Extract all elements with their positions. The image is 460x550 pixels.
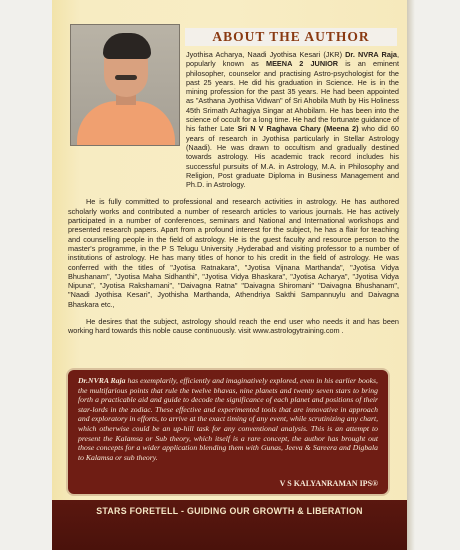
bio-paragraph-1 bbox=[186, 50, 399, 189]
testimonial-signature: V S KALYANRAMAN IPS® bbox=[279, 479, 378, 489]
author-name: Dr. NVRA Raja bbox=[345, 50, 397, 59]
bio-paragraph-2: He is fully committed to professional and research activities in astrology. He has authored scholarly works and contributed a number of research articles to various journals. He has actively participated in a number of conferences, seminars and National and International workshops and presented research papers. Apart from a profound interest for the subject, he has a flair for teaching and counselling people in the field of astrology. He is the guest faculty and resource person to the master's programme, in the P S Telugu University ,Hyderabad and visiting professor to a number of institutions of astrology. He has many titles of honor to his credit in the field of astrology. He was conferred with the titles of "Jyotisa Ratnakara", "Jyotisa Vijnana Marthanda", "Jyotisa Vidya Bhushanam", "Jyotisa Maha Sidhanthi", "Jyotisa Vidya Bhaskara", "Jyotisa Acharya", "Jyotisa Vidya Nipuna", "Jyotisa Rakshamani", "Daivagna Ratna" "Daivagna Shiromani" "Daivagna Bhushanam", "Naadi Jyothisa Kesari", Jyothisha Marthanda, Athendriya Sakthi Sampannuylu and Daivagna Bhaskara etc., bbox=[68, 197, 399, 309]
father-name: Sri N V Raghava Chary (Meena 2) bbox=[237, 124, 359, 134]
bio-paragraph-3: He desires that the subject, astrology should reach the end user who needs it and has been working hard towards this noble cause continuously. visit www.astrologytraining.com . bbox=[68, 317, 399, 336]
cover-edge-shadow bbox=[407, 0, 415, 550]
book-back-cover bbox=[52, 0, 407, 550]
bio-p1-text-d: who did 60 years of research in Jyothisa particularly in Stellar Astrology (Naadi). He was drawn to occultism and gradually destined towards astrology. His academic track record includes his successful pursuits of M.A. in Astrology, M.A. in Philosophy and Religion, Post graduate Diploma in Business Management and Ph.D. in Astrology. bbox=[186, 124, 399, 190]
testimonial-box bbox=[66, 368, 390, 496]
section-heading: ABOUT THE AUTHOR bbox=[185, 28, 397, 46]
author-alias: MEENA 2 JUNIOR bbox=[265, 59, 339, 69]
testimonial-text: has exemplarily, efficiently and imaginatively explored, even in his earlier books, the multifarious points that rule the twelve bhavas, nine planets and twenty seven stars to bring forth a practicable aid and guide to decode the significance of each planet and positions of their star-lords in the zodiac. These effective and experimented tools that are innovative in approach and exploratory in efforts, to arrive at the exact timing of any event, while scrutinizing any chart, which otherwise could be an up-hill task for any conventional analysis. This is an attempt to present the Kalamsa or Sub theory, which itself is a rare concept, the author has brought out those concepts for a wider application blending them with Gunas, Jeeva & Sareera and Digbala to Kalamsa or sub theory. bbox=[78, 376, 378, 462]
testimonial-author-ref: Dr.NVRA Raja bbox=[78, 376, 126, 385]
bio-p1-text-c: is an eminent philosopher, counselor and practising Astro-psychologist for the past 25 years. He did his graduation in Science. He is in the mining profession for the past 35 years. He had been appointed as "Asthana Jyothisa Vidwan" of Sri Ahobila Muth by His Holiness 45th Srimath Azhagiya Singar at Ahobilam. He has been into the science of occult for a long time. He had the fortunate guidance of his father Late bbox=[186, 59, 399, 134]
bio-p1-text-b: , popularly known as bbox=[186, 50, 399, 69]
author-bio bbox=[68, 50, 399, 344]
bio-p1-text-a: Jyothisa Acharya, Naadi Jyothisa Kesari (JKR) bbox=[186, 50, 346, 59]
tagline: STARS FORETELL - GUIDING OUR GROWTH & LIBERATION bbox=[96, 506, 363, 516]
